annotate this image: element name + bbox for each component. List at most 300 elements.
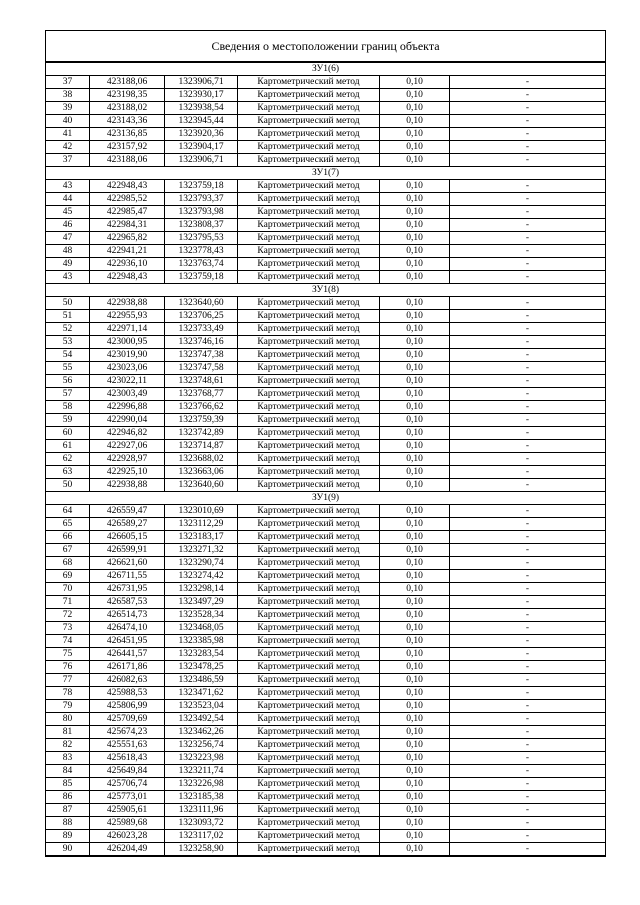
coord-y: 1323523,04 [165,700,238,713]
method: Картометрический метод [238,440,380,453]
method: Картометрический метод [238,557,380,570]
table-row [46,440,606,453]
note: - [450,388,606,401]
note: - [450,414,606,427]
coord-x: 422990,04 [90,414,165,427]
table-row [46,609,606,622]
coord-y: 1323183,17 [165,531,238,544]
coord-y: 1323471,62 [165,687,238,700]
accuracy: 0,10 [380,388,450,401]
method: Картометрический метод [238,245,380,258]
point-number: 68 [46,557,90,570]
method: Картометрический метод [238,830,380,843]
point-number: 52 [46,323,90,336]
coord-y: 1323226,98 [165,778,238,791]
coord-y: 1323746,16 [165,336,238,349]
table-row [46,297,606,310]
coord-x: 426605,15 [90,531,165,544]
coord-x: 425988,53 [90,687,165,700]
note: - [450,583,606,596]
point-number: 86 [46,791,90,804]
note: - [450,843,606,857]
point-number: 37 [46,154,90,167]
coord-x: 423019,90 [90,349,165,362]
coord-y: 1323795,53 [165,232,238,245]
method: Картометрический метод [238,804,380,817]
coord-x: 422985,52 [90,193,165,206]
accuracy: 0,10 [380,726,450,739]
method: Картометрический метод [238,89,380,102]
coord-y: 1323185,38 [165,791,238,804]
coord-y: 1323385,98 [165,635,238,648]
accuracy: 0,10 [380,180,450,193]
note: - [450,89,606,102]
point-number: 77 [46,674,90,687]
accuracy: 0,10 [380,219,450,232]
coord-y: 1323945,44 [165,115,238,128]
coord-x: 425806,99 [90,700,165,713]
point-number: 70 [46,583,90,596]
point-number: 57 [46,388,90,401]
note: - [450,76,606,89]
coord-y: 1323298,14 [165,583,238,596]
coord-y: 1323714,87 [165,440,238,453]
method: Картометрический метод [238,713,380,726]
point-number: 76 [46,661,90,674]
point-number: 56 [46,375,90,388]
coord-x: 426204,49 [90,843,165,857]
point-number: 42 [46,141,90,154]
method: Картометрический метод [238,141,380,154]
coord-x: 426559,47 [90,505,165,518]
note: - [450,206,606,219]
point-number: 67 [46,544,90,557]
table-row [46,258,606,271]
table-row [46,427,606,440]
note: - [450,726,606,739]
accuracy: 0,10 [380,427,450,440]
point-number: 65 [46,518,90,531]
accuracy: 0,10 [380,648,450,661]
table-row [46,141,606,154]
method: Картометрический метод [238,505,380,518]
method: Картометрический метод [238,388,380,401]
accuracy: 0,10 [380,193,450,206]
section-label: ЗУ1(8) [46,284,606,297]
accuracy: 0,10 [380,310,450,323]
point-number: 88 [46,817,90,830]
accuracy: 0,10 [380,466,450,479]
accuracy: 0,10 [380,115,450,128]
table-row [46,102,606,115]
coord-y: 1323920,36 [165,128,238,141]
table-row [46,817,606,830]
note: - [450,622,606,635]
coord-x: 426731,95 [90,583,165,596]
accuracy: 0,10 [380,102,450,115]
note: - [450,336,606,349]
accuracy: 0,10 [380,713,450,726]
note: - [450,245,606,258]
point-number: 47 [46,232,90,245]
coord-x: 425773,01 [90,791,165,804]
method: Картометрический метод [238,297,380,310]
coord-y: 1323778,43 [165,245,238,258]
coord-y: 1323733,49 [165,323,238,336]
point-number: 81 [46,726,90,739]
method: Картометрический метод [238,128,380,141]
accuracy: 0,10 [380,362,450,375]
coord-x: 423198,35 [90,89,165,102]
accuracy: 0,10 [380,349,450,362]
accuracy: 0,10 [380,583,450,596]
coord-x: 423023,06 [90,362,165,375]
note: - [450,596,606,609]
coord-x: 425905,61 [90,804,165,817]
method: Картометрический метод [238,219,380,232]
coord-x: 422925,10 [90,466,165,479]
point-number: 89 [46,830,90,843]
note: - [450,440,606,453]
section-label: ЗУ1(9) [46,492,606,505]
point-number: 61 [46,440,90,453]
boundary-coordinates-page [45,30,605,857]
point-number: 73 [46,622,90,635]
point-number: 83 [46,752,90,765]
table-row [46,713,606,726]
coord-y: 1323462,26 [165,726,238,739]
coord-x: 425649,84 [90,765,165,778]
note: - [450,128,606,141]
accuracy: 0,10 [380,661,450,674]
coord-y: 1323256,74 [165,739,238,752]
note: - [450,700,606,713]
method: Картометрический метод [238,336,380,349]
section-header-row [46,167,606,180]
table-row [46,245,606,258]
coord-y: 1323766,62 [165,401,238,414]
accuracy: 0,10 [380,401,450,414]
accuracy: 0,10 [380,817,450,830]
coord-x: 422941,21 [90,245,165,258]
table-row [46,323,606,336]
accuracy: 0,10 [380,570,450,583]
point-number: 85 [46,778,90,791]
coord-y: 1323759,39 [165,414,238,427]
coord-x: 426474,10 [90,622,165,635]
method: Картометрический метод [238,154,380,167]
coord-y: 1323904,17 [165,141,238,154]
coord-x: 423000,95 [90,336,165,349]
method: Картометрический метод [238,661,380,674]
accuracy: 0,10 [380,830,450,843]
note: - [450,661,606,674]
note: - [450,193,606,206]
table-row [46,76,606,89]
method: Картометрический метод [238,375,380,388]
point-number: 46 [46,219,90,232]
point-number: 87 [46,804,90,817]
note: - [450,765,606,778]
method: Картометрический метод [238,258,380,271]
point-number: 64 [46,505,90,518]
accuracy: 0,10 [380,700,450,713]
point-number: 72 [46,609,90,622]
table-row [46,518,606,531]
accuracy: 0,10 [380,258,450,271]
coord-x: 423157,92 [90,141,165,154]
coord-x: 422946,82 [90,427,165,440]
note: - [450,141,606,154]
coord-x: 425674,23 [90,726,165,739]
method: Картометрический метод [238,271,380,284]
note: - [450,349,606,362]
table-row [46,232,606,245]
coord-y: 1323117,02 [165,830,238,843]
method: Картометрический метод [238,466,380,479]
note: - [450,804,606,817]
point-number: 79 [46,700,90,713]
note: - [450,453,606,466]
accuracy: 0,10 [380,245,450,258]
accuracy: 0,10 [380,804,450,817]
note: - [450,466,606,479]
note: - [450,362,606,375]
coord-x: 422985,47 [90,206,165,219]
coord-x: 426441,57 [90,648,165,661]
coord-y: 1323492,54 [165,713,238,726]
point-number: 45 [46,206,90,219]
coord-x: 426451,95 [90,635,165,648]
note: - [450,609,606,622]
coord-x: 423022,11 [90,375,165,388]
coord-x: 422996,88 [90,401,165,414]
coord-y: 1323793,37 [165,193,238,206]
table-row [46,414,606,427]
section-label: ЗУ1(7) [46,167,606,180]
note: - [450,713,606,726]
accuracy: 0,10 [380,622,450,635]
note: - [450,154,606,167]
point-number: 66 [46,531,90,544]
method: Картометрический метод [238,232,380,245]
method: Картометрический метод [238,479,380,492]
table-row [46,375,606,388]
point-number: 41 [46,128,90,141]
accuracy: 0,10 [380,323,450,336]
title-row [46,31,606,63]
note: - [450,232,606,245]
method: Картометрический метод [238,102,380,115]
coord-y: 1323748,61 [165,375,238,388]
coord-x: 422948,43 [90,180,165,193]
note: - [450,648,606,661]
coord-x: 422971,14 [90,323,165,336]
table-row [46,791,606,804]
point-number: 43 [46,180,90,193]
section-header-row [46,492,606,505]
table-row [46,310,606,323]
note: - [450,817,606,830]
table-row [46,700,606,713]
table-row [46,336,606,349]
method: Картометрический метод [238,635,380,648]
point-number: 43 [46,271,90,284]
table-row [46,557,606,570]
method: Картометрический метод [238,765,380,778]
point-number: 75 [46,648,90,661]
coord-y: 1323938,54 [165,102,238,115]
method: Картометрический метод [238,115,380,128]
method: Картометрический метод [238,752,380,765]
table-row [46,219,606,232]
table-row [46,388,606,401]
note: - [450,297,606,310]
coord-y: 1323742,89 [165,427,238,440]
accuracy: 0,10 [380,739,450,752]
accuracy: 0,10 [380,453,450,466]
coord-x: 422955,93 [90,310,165,323]
coord-y: 1323688,02 [165,453,238,466]
method: Картометрический метод [238,401,380,414]
accuracy: 0,10 [380,89,450,102]
coord-x: 422948,43 [90,271,165,284]
table-row [46,778,606,791]
table-row [46,661,606,674]
coord-x: 425989,68 [90,817,165,830]
coord-x: 422938,88 [90,297,165,310]
method: Картометрический метод [238,843,380,857]
table-row [46,648,606,661]
coord-x: 425551,63 [90,739,165,752]
method: Картометрический метод [238,648,380,661]
method: Картометрический метод [238,726,380,739]
accuracy: 0,10 [380,609,450,622]
coord-x: 426589,27 [90,518,165,531]
point-number: 80 [46,713,90,726]
coord-y: 1323706,25 [165,310,238,323]
coord-y: 1323223,98 [165,752,238,765]
coord-x: 426711,55 [90,570,165,583]
method: Картометрический метод [238,349,380,362]
note: - [450,557,606,570]
table-row [46,687,606,700]
table-row [46,583,606,596]
note: - [450,310,606,323]
method: Картометрический метод [238,427,380,440]
section-header-row [46,284,606,297]
coord-x: 425706,74 [90,778,165,791]
accuracy: 0,10 [380,557,450,570]
point-number: 53 [46,336,90,349]
table-row [46,349,606,362]
note: - [450,752,606,765]
coord-y: 1323468,05 [165,622,238,635]
method: Картометрический метод [238,323,380,336]
coord-x: 426587,53 [90,596,165,609]
method: Картометрический метод [238,76,380,89]
table-row [46,531,606,544]
table-row [46,271,606,284]
table-row [46,206,606,219]
coordinates-table [45,30,606,857]
point-number: 59 [46,414,90,427]
method: Картометрический метод [238,531,380,544]
method: Картометрический метод [238,414,380,427]
coord-y: 1323211,74 [165,765,238,778]
note: - [450,258,606,271]
table-row [46,362,606,375]
coord-y: 1323663,06 [165,466,238,479]
coord-y: 1323010,69 [165,505,238,518]
point-number: 71 [46,596,90,609]
accuracy: 0,10 [380,128,450,141]
coord-x: 422936,10 [90,258,165,271]
table-row [46,466,606,479]
method: Картометрический метод [238,193,380,206]
point-number: 54 [46,349,90,362]
accuracy: 0,10 [380,518,450,531]
table-row [46,505,606,518]
accuracy: 0,10 [380,635,450,648]
coord-x: 425618,43 [90,752,165,765]
coord-y: 1323747,38 [165,349,238,362]
method: Картометрический метод [238,791,380,804]
point-number: 38 [46,89,90,102]
note: - [450,323,606,336]
method: Картометрический метод [238,687,380,700]
coord-y: 1323759,18 [165,271,238,284]
note: - [450,518,606,531]
accuracy: 0,10 [380,596,450,609]
table-row [46,843,606,857]
method: Картометрический метод [238,700,380,713]
table-row [46,89,606,102]
coord-x: 423143,36 [90,115,165,128]
method: Картометрический метод [238,596,380,609]
coord-y: 1323640,60 [165,479,238,492]
coord-x: 426082,63 [90,674,165,687]
coord-y: 1323112,29 [165,518,238,531]
coord-x: 425709,69 [90,713,165,726]
table-row [46,596,606,609]
coord-y: 1323759,18 [165,180,238,193]
coord-y: 1323930,17 [165,89,238,102]
point-number: 50 [46,479,90,492]
coord-y: 1323906,71 [165,154,238,167]
note: - [450,635,606,648]
note: - [450,102,606,115]
coord-y: 1323763,74 [165,258,238,271]
method: Картометрический метод [238,817,380,830]
note: - [450,115,606,128]
note: - [450,375,606,388]
coord-y: 1323290,74 [165,557,238,570]
point-number: 63 [46,466,90,479]
accuracy: 0,10 [380,336,450,349]
note: - [450,778,606,791]
note: - [450,427,606,440]
table-row [46,726,606,739]
accuracy: 0,10 [380,778,450,791]
table-row [46,180,606,193]
point-number: 90 [46,843,90,857]
method: Картометрический метод [238,583,380,596]
note: - [450,830,606,843]
coord-x: 426514,73 [90,609,165,622]
accuracy: 0,10 [380,687,450,700]
coord-x: 426023,28 [90,830,165,843]
